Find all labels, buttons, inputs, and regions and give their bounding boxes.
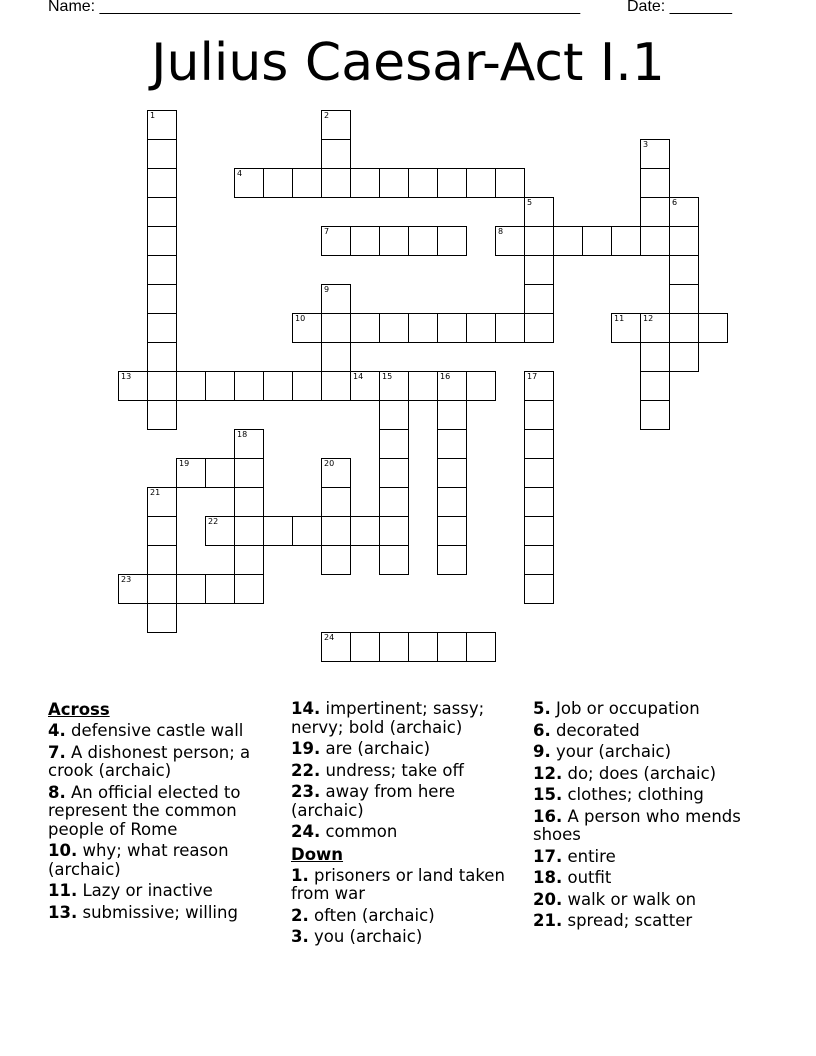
grid-cell[interactable]: [379, 400, 409, 430]
clue-item-number: 19.: [291, 739, 321, 758]
clue-item: 20. walk or walk on: [533, 889, 697, 909]
grid-cell[interactable]: [147, 342, 177, 372]
clue-item: 5. Job or occupation: [533, 699, 700, 718]
grid-cell[interactable]: [147, 110, 177, 140]
clue-item-number: 18.: [533, 868, 563, 887]
grid-cell[interactable]: [669, 284, 699, 314]
grid-cell[interactable]: [321, 487, 351, 517]
clue-number: 1: [150, 111, 156, 120]
grid-cell[interactable]: [234, 458, 264, 488]
grid-cell[interactable]: [437, 400, 467, 430]
grid-cell[interactable]: [147, 197, 177, 227]
grid-cell[interactable]: [147, 516, 177, 546]
date-field-label[interactable]: Date: _______: [627, 0, 732, 15]
grid-cell[interactable]: [263, 371, 293, 401]
grid-cell[interactable]: [640, 342, 670, 372]
clue-number: 6: [672, 198, 678, 207]
clue-column-2: [291, 700, 513, 950]
grid-cell[interactable]: [408, 168, 438, 198]
clue-number: 13: [121, 372, 132, 381]
page-title: Julius Caesar-Act I.1: [151, 33, 665, 93]
clue-number: 7: [324, 227, 330, 236]
grid-cell[interactable]: [408, 313, 438, 343]
clue-item-number: 15.: [533, 785, 563, 804]
grid-cell[interactable]: [524, 400, 554, 430]
grid-cell[interactable]: [437, 545, 467, 575]
clue-number: 8: [498, 227, 504, 236]
down-heading: Down: [291, 844, 344, 864]
clue-number: 4: [237, 169, 243, 178]
clue-item: 19. are (archaic): [291, 739, 431, 758]
grid-cell[interactable]: [379, 371, 409, 401]
grid-cell[interactable]: [147, 400, 177, 430]
grid-cell[interactable]: [234, 516, 264, 546]
grid-cell[interactable]: [640, 400, 670, 430]
grid-cell[interactable]: [669, 313, 699, 343]
grid-cell[interactable]: [495, 313, 525, 343]
grid-cell[interactable]: [118, 371, 148, 401]
grid-cell[interactable]: [176, 458, 206, 488]
clue-item: 4. defensive castle wall: [48, 721, 244, 740]
grid-cell[interactable]: [147, 313, 177, 343]
clue-item-number: 24.: [291, 822, 321, 841]
clue-item: 2. often (archaic): [291, 905, 435, 925]
grid-cell[interactable]: [234, 545, 264, 575]
grid-cell[interactable]: [147, 284, 177, 314]
grid-cell[interactable]: [437, 313, 467, 343]
grid-cell[interactable]: [379, 545, 409, 575]
clue-item: 23. away from here (archaic): [291, 782, 456, 820]
grid-cell[interactable]: [321, 371, 351, 401]
grid-cell[interactable]: [321, 284, 351, 314]
clue-item-number: 4.: [48, 721, 66, 740]
clue-item-number: 21.: [533, 911, 563, 930]
across-heading: Across: [48, 700, 110, 719]
grid-cell[interactable]: [640, 197, 670, 227]
clue-item-number: 10.: [48, 841, 78, 860]
clue-item-number: 1.: [291, 865, 309, 885]
clue-item-number: 20.: [533, 889, 563, 909]
grid-cell[interactable]: [321, 168, 351, 198]
grid-cell[interactable]: [524, 458, 554, 488]
grid-cell[interactable]: [466, 313, 496, 343]
clue-item-number: 13.: [48, 902, 78, 922]
clue-item-number: 7.: [48, 742, 66, 762]
grid-cell[interactable]: [147, 226, 177, 256]
grid-cell[interactable]: [408, 226, 438, 256]
clue-item-number: 11.: [48, 881, 78, 900]
clue-number: 3: [643, 140, 649, 149]
grid-cell[interactable]: [524, 197, 554, 227]
clue-item: 12. do; does (archaic): [533, 763, 717, 783]
clue-number: 11: [614, 314, 625, 323]
grid-cell[interactable]: [350, 313, 380, 343]
clue-number: 2: [324, 111, 330, 120]
clue-item: 11. Lazy or inactive: [48, 881, 213, 900]
grid-cell[interactable]: [350, 516, 380, 546]
grid-cell[interactable]: [234, 487, 264, 517]
grid-cell[interactable]: [147, 255, 177, 285]
grid-cell[interactable]: [582, 226, 612, 256]
grid-cell[interactable]: [466, 371, 496, 401]
grid-cell[interactable]: [147, 487, 177, 517]
grid-cell[interactable]: [234, 429, 264, 459]
grid-cell[interactable]: [321, 313, 351, 343]
grid-cell[interactable]: [205, 371, 235, 401]
clue-item: 24. common: [291, 822, 398, 841]
clue-item-number: 17.: [533, 846, 563, 866]
clue-number: 23: [121, 575, 132, 584]
grid-cell[interactable]: [379, 226, 409, 256]
grid-cell[interactable]: [611, 226, 641, 256]
clue-number: 5: [527, 198, 533, 207]
grid-cell[interactable]: [292, 313, 322, 343]
clue-number: 15: [382, 372, 393, 381]
grid-cell[interactable]: [437, 371, 467, 401]
clue-item: 1. prisoners or land taken from war: [291, 865, 505, 903]
clue-item: 14. impertinent; sassy; nervy; bold (archaic): [291, 699, 485, 737]
clue-number: 18: [237, 430, 248, 439]
grid-cell[interactable]: [437, 429, 467, 459]
clue-item-number: 2.: [291, 905, 309, 925]
clue-item: 10. why; what reason (archaic): [48, 841, 229, 879]
clue-item-number: 6.: [533, 720, 551, 740]
grid-cell[interactable]: [669, 342, 699, 372]
grid-cell[interactable]: [495, 226, 525, 256]
grid-cell[interactable]: [698, 313, 728, 343]
grid-cell[interactable]: [350, 168, 380, 198]
clue-item-number: 22.: [291, 760, 321, 780]
grid-cell[interactable]: [263, 516, 293, 546]
clue-number: 16: [440, 372, 451, 381]
clue-item-number: 9.: [533, 742, 551, 761]
grid-cell[interactable]: [379, 313, 409, 343]
grid-cell[interactable]: [524, 255, 554, 285]
grid-cell[interactable]: [669, 226, 699, 256]
grid-cell[interactable]: [379, 458, 409, 488]
grid-cell[interactable]: [669, 197, 699, 227]
clue-item: 21. spread; scatter: [533, 911, 693, 930]
clue-number: 21: [150, 488, 161, 497]
grid-cell[interactable]: [437, 226, 467, 256]
grid-cell[interactable]: [234, 168, 264, 198]
grid-cell[interactable]: [147, 139, 177, 169]
clue-item-number: 23.: [291, 782, 321, 801]
grid-cell[interactable]: [437, 516, 467, 546]
clue-item-number: 3.: [291, 927, 309, 946]
clue-item-number: 5.: [533, 699, 551, 718]
grid-cell[interactable]: [147, 168, 177, 198]
grid-cell[interactable]: [292, 371, 322, 401]
grid-cell[interactable]: [321, 458, 351, 488]
grid-cell[interactable]: [640, 168, 670, 198]
clue-number: 10: [295, 314, 306, 323]
clue-number: 9: [324, 285, 330, 294]
clue-item: 7. A dishonest person; a crook (archaic): [48, 742, 251, 780]
grid-cell[interactable]: [669, 255, 699, 285]
grid-cell[interactable]: [640, 139, 670, 169]
grid-cell[interactable]: [524, 313, 554, 343]
grid-cell[interactable]: [321, 516, 351, 546]
grid-cell[interactable]: [234, 371, 264, 401]
grid-cell[interactable]: [147, 574, 177, 604]
grid-cell[interactable]: [205, 574, 235, 604]
grid-cell[interactable]: [147, 603, 177, 633]
grid-cell[interactable]: [234, 574, 264, 604]
clue-number: 14: [353, 372, 364, 381]
grid-cell[interactable]: [466, 168, 496, 198]
grid-cell[interactable]: [524, 574, 554, 604]
clue-item-number: 16.: [533, 806, 563, 826]
clue-item: 3. you (archaic): [291, 927, 423, 946]
clue-number: 17: [527, 372, 538, 381]
clue-column-1: [48, 700, 270, 925]
grid-cell[interactable]: [437, 632, 467, 662]
clue-item: 16. A person who mends shoes: [533, 806, 741, 844]
grid-cell[interactable]: [147, 371, 177, 401]
grid-cell[interactable]: [350, 632, 380, 662]
grid-cell[interactable]: [437, 168, 467, 198]
name-field-label[interactable]: Name: ______________________________________________________: [48, 0, 581, 15]
grid-cell[interactable]: [205, 458, 235, 488]
grid-cell[interactable]: [321, 110, 351, 140]
clue-number: 12: [643, 314, 654, 323]
clue-number: 24: [324, 633, 335, 642]
grid-cell[interactable]: [147, 545, 177, 575]
grid-cell[interactable]: [408, 371, 438, 401]
grid-cell[interactable]: [524, 516, 554, 546]
clue-item: 22. undress; take off: [291, 760, 464, 780]
clue-item: 15. clothes; clothing: [533, 785, 704, 804]
clue-number: 20: [324, 459, 335, 468]
grid-cell[interactable]: [611, 313, 641, 343]
grid-cell[interactable]: [524, 545, 554, 575]
clue-item-number: 14.: [291, 699, 321, 718]
grid-cell[interactable]: [321, 545, 351, 575]
grid-cell[interactable]: [379, 632, 409, 662]
clue-item: 18. outfit: [533, 868, 612, 887]
clue-item: 17. entire: [533, 846, 616, 866]
clue-item: 13. submissive; willing: [48, 902, 238, 922]
grid-cell[interactable]: [640, 313, 670, 343]
grid-cell[interactable]: [350, 226, 380, 256]
grid-cell[interactable]: [524, 429, 554, 459]
clue-item-number: 8.: [48, 782, 66, 802]
grid-cell[interactable]: [408, 632, 438, 662]
grid-cell[interactable]: [640, 226, 670, 256]
grid-cell[interactable]: [263, 168, 293, 198]
grid-cell[interactable]: [118, 574, 148, 604]
clue-item: 9. your (archaic): [533, 742, 672, 761]
clue-column-3: [533, 700, 755, 934]
clue-item: 6. decorated: [533, 720, 640, 740]
grid-cell[interactable]: [379, 487, 409, 517]
grid-cell[interactable]: [321, 632, 351, 662]
grid-cell[interactable]: [524, 371, 554, 401]
grid-cell[interactable]: [350, 371, 380, 401]
grid-cell[interactable]: [205, 516, 235, 546]
clue-number: 22: [208, 517, 219, 526]
clue-number: 19: [179, 459, 190, 468]
grid-cell[interactable]: [176, 371, 206, 401]
grid-cell[interactable]: [321, 139, 351, 169]
grid-cell[interactable]: [495, 168, 525, 198]
grid-cell[interactable]: [321, 226, 351, 256]
grid-cell[interactable]: [524, 226, 554, 256]
grid-cell[interactable]: [640, 371, 670, 401]
grid-cell[interactable]: [466, 632, 496, 662]
grid-cell[interactable]: [321, 342, 351, 372]
clue-item: 8. An official elected to represent the common people of Rome: [48, 782, 241, 839]
grid-cell[interactable]: [292, 516, 322, 546]
grid-cell[interactable]: [524, 284, 554, 314]
grid-cell[interactable]: [292, 168, 322, 198]
grid-cell[interactable]: [437, 487, 467, 517]
grid-cell[interactable]: [524, 487, 554, 517]
grid-cell[interactable]: [379, 429, 409, 459]
grid-cell[interactable]: [553, 226, 583, 256]
grid-cell[interactable]: [176, 574, 206, 604]
grid-cell[interactable]: [437, 458, 467, 488]
clue-item-number: 12.: [533, 763, 563, 783]
grid-cell[interactable]: [379, 168, 409, 198]
grid-cell[interactable]: [379, 516, 409, 546]
